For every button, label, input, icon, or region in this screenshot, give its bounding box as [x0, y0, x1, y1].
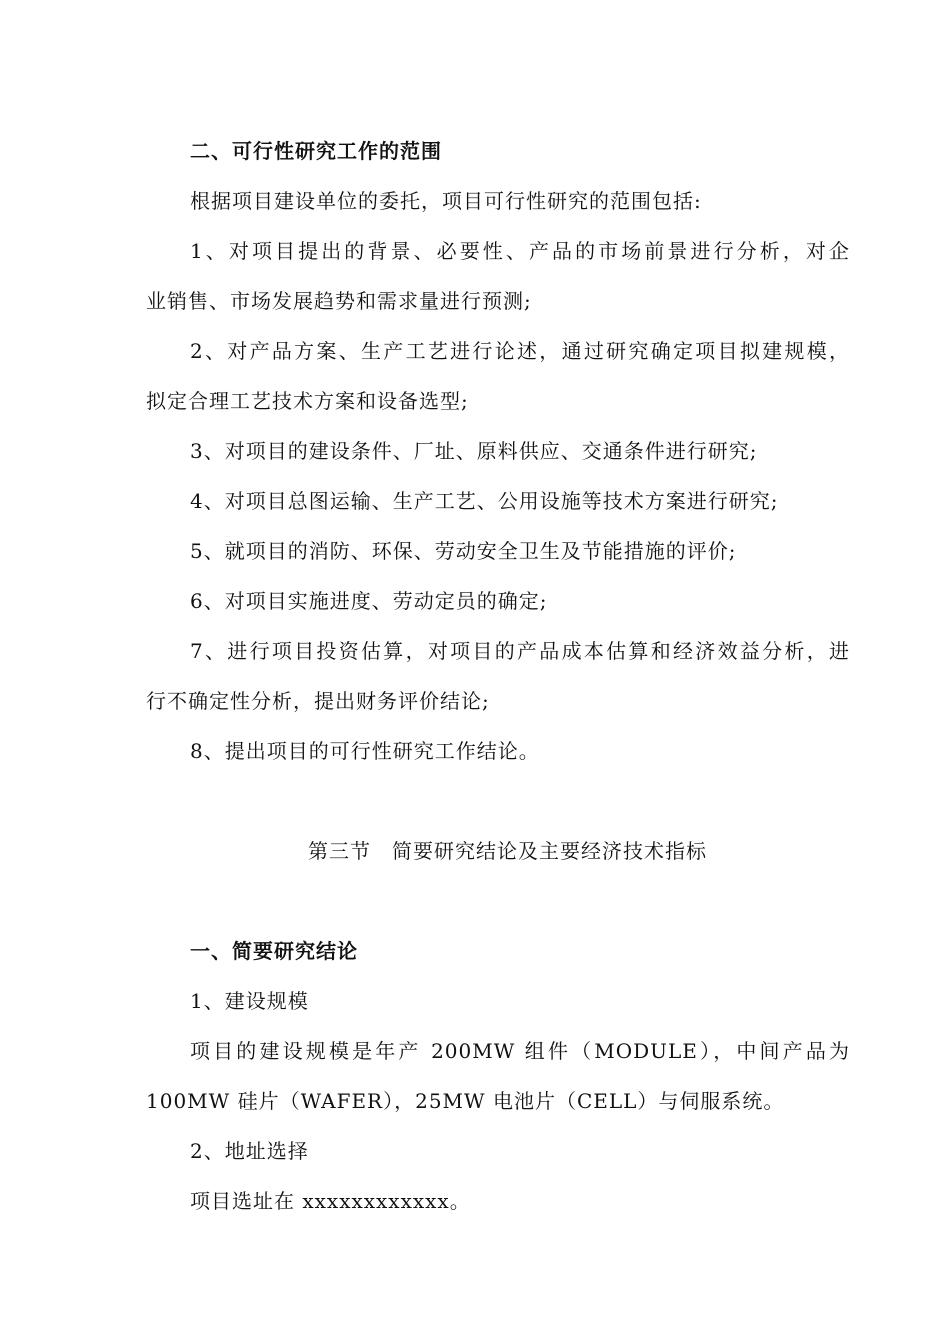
scope-item-8: 8、提出项目的可行性研究工作结论。: [190, 739, 540, 763]
section-three-title: 第三节 简要研究结论及主要经济技术指标: [308, 839, 707, 863]
conclusion-item-1-label: 1、建设规模: [190, 989, 309, 1013]
conclusion-item-2-text: 项目选址在 xxxxxxxxxxxx。: [190, 1189, 471, 1213]
scope-item-2-line-2: 拟定合理工艺技术方案和设备选型;: [146, 389, 469, 413]
conclusion-item-1-text-line-2: 100MW 硅片（WAFER），25MW 电池片（CELL）与伺服系统。: [146, 1089, 785, 1113]
conclusion-item-1-text-line-1: 项目的建设规模是年产 200MW 组件（MODULE），中间产品为: [190, 1039, 850, 1063]
scope-item-5: 5、就项目的消防、环保、劳动安全卫生及节能措施的评价;: [190, 539, 737, 563]
scope-item-1-line-1: 1、对项目提出的背景、必要性、产品的市场前景进行分析，对企: [190, 239, 850, 263]
scope-item-7-line-1: 7、进行项目投资估算，对项目的产品成本估算和经济效益分析，进: [190, 639, 850, 663]
scope-intro: 根据项目建设单位的委托，项目可行性研究的范围包括:: [190, 189, 702, 213]
scope-item-6: 6、对项目实施进度、劳动定员的确定;: [190, 589, 548, 613]
section-heading-scope: 二、可行性研究工作的范围: [190, 139, 442, 163]
scope-item-1-line-2: 业销售、市场发展趋势和需求量进行预测;: [146, 289, 532, 313]
conclusion-item-2-label: 2、地址选择: [190, 1139, 309, 1163]
scope-item-2-line-1: 2、对产品方案、生产工艺进行论述，通过研究确定项目拟建规模，: [190, 339, 850, 363]
scope-item-4: 4、对项目总图运输、生产工艺、公用设施等技术方案进行研究;: [190, 489, 779, 513]
scope-item-7-line-2: 行不确定性分析，提出财务评价结论;: [146, 689, 490, 713]
scope-item-3: 3、对项目的建设条件、厂址、原料供应、交通条件进行研究;: [190, 439, 758, 463]
section-heading-conclusion: 一、简要研究结论: [190, 939, 358, 963]
